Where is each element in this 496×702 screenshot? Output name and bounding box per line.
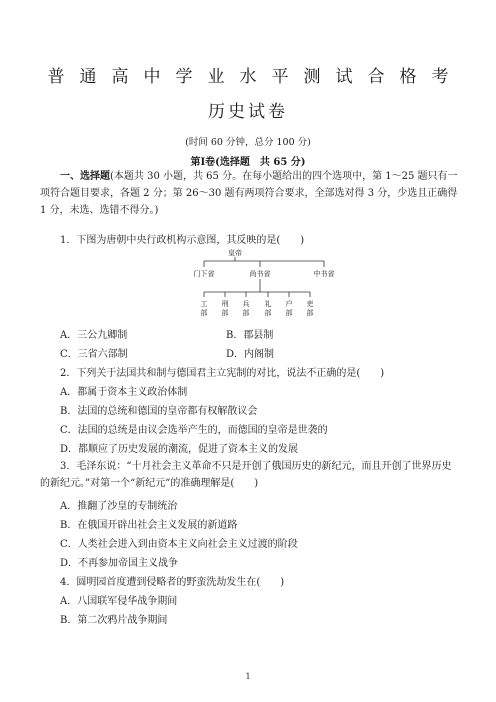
exam-subtitle: 历史试卷 [208, 102, 288, 122]
q1-option-a: A．三公九卿制 [60, 330, 128, 341]
diagram-node-ministry: 吏部 [306, 300, 314, 317]
q1-option-d: D．内阁制 [226, 349, 275, 360]
section-instructions [40, 168, 458, 219]
diagram-node-ministry: 兵部 [242, 300, 250, 317]
q3-option-c: C．人类社会进入到由资本主义向社会主义过渡的阶段 [60, 539, 298, 550]
q1-option-b: B．郡县制 [226, 330, 274, 341]
diagram-node-menxia: 门下省 [193, 270, 215, 278]
q4-option-a: A．八国联军侵华战争期间 [60, 596, 178, 607]
diagram-node-ministry: 户部 [285, 300, 293, 317]
diagram-node-shangshu: 尚书省 [249, 270, 271, 278]
question-1-stem: 1．下图为唐朝中央行政机构示意图，其反映的是( ) [60, 235, 305, 246]
diagram-node-emperor: 皇帝 [228, 249, 242, 257]
page-number: 1 [245, 672, 251, 681]
diagram-node-ministry: 工部 [200, 300, 208, 317]
q3-option-a: A．推翻了沙皇的专制统治 [60, 501, 178, 512]
diagram-node-ministry: 礼部 [264, 300, 272, 317]
q2-option-d: D．都顺应了历史发展的潮流，促进了资本主义的发展 [60, 444, 299, 455]
question-4-stem: 4．圆明园首度遭到侵略者的野蛮洗劫发生在( ) [60, 577, 285, 588]
diagram-ministry-ticks [204, 292, 310, 297]
q3-option-d: D．不再参加帝国主义战争 [60, 558, 179, 569]
q3-option-b: B．在俄国开辟出社会主义发展的新道路 [60, 520, 238, 531]
part-heading: 第Ⅰ卷(选择题 共 65 分) [190, 157, 306, 168]
section-text: (本题共 30 小题，共 65 分。在每小题给出的四个选项中，第 1～25 题只有一项符合题目要求，各题 2 分；第 26～30 题有两项符合要求，全部选对得 3 分，少选且正确得 1 分，未选、选错不得分。) [40, 171, 458, 216]
q2-option-b: B．法国的总统和德国的皇帝都有权解散议会 [60, 406, 258, 417]
q4-option-b: B．第二次鸦片战争期间 [60, 615, 168, 626]
q2-option-a: A．都属于资本主义政治体制 [60, 387, 188, 398]
section-label: 一、选择题 [60, 171, 110, 182]
q2-option-c: C．法国的总统是由议会选举产生的，而德国的皇帝是世袭的 [60, 425, 328, 436]
exam-meta: (时间 60 分钟，总分 100 分) [185, 137, 311, 148]
exam-title: 普通高中学业水平测试合格考 [47, 67, 464, 87]
diagram-node-ministry: 刑部 [221, 300, 229, 317]
tang-structure-diagram [190, 246, 340, 322]
diagram-node-zhongshu: 中书省 [313, 270, 335, 278]
question-3-stem: 3．毛泽东说：“十月社会主义革命不只是开创了俄国历史的新纪元，而且开创了世界历史的新纪元。”对第一个“新纪元”的准确理解是( ) [40, 461, 452, 489]
q1-option-c: C．三省六部制 [60, 349, 128, 360]
question-2-stem: 2．下列关于法国共和制与德国君主立宪制的对比，说法不正确的是( ) [60, 368, 385, 379]
